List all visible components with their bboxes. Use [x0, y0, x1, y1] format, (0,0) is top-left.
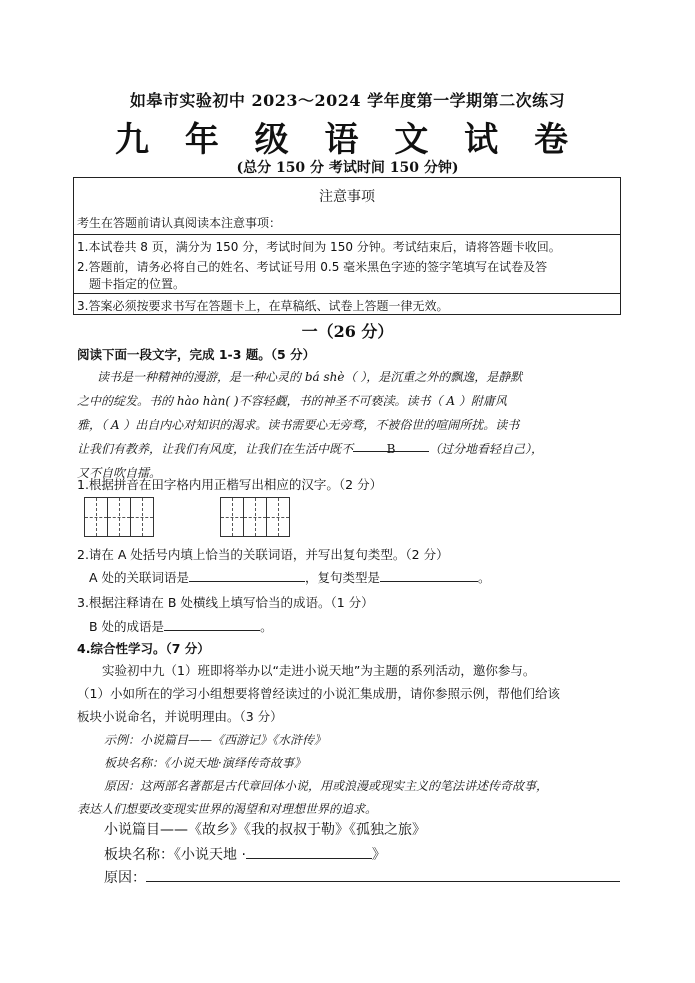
notice-divider — [74, 293, 620, 294]
notice-box — [73, 177, 621, 315]
notice-item-2-cont: 题卡指定的位置。 — [89, 277, 186, 291]
notice-heading: 注意事项 — [319, 189, 375, 205]
q3-end: 。 — [260, 619, 273, 634]
q3-blank-idiom[interactable] — [164, 616, 260, 631]
q2-label-b: ，复句类型是 — [305, 570, 381, 585]
q3-label: B 处的成语是 — [89, 619, 165, 634]
answer-name-end: 》 — [371, 847, 386, 863]
passage-line-4-note: （过分地看轻自己）， — [429, 442, 544, 456]
q4-part1-line2: 板块小说命名，并说明理由。（3 分） — [77, 709, 283, 724]
answer-works: 小说篇目——《故乡》《我的叔叔于勒》《孤独之旅》 — [104, 822, 426, 838]
tianzige-box[interactable] — [84, 497, 108, 537]
question-2-answer — [89, 566, 491, 590]
example-section-name: 板块名称：《小说天地·演绎传奇故事》 — [104, 756, 306, 770]
question-3: 3.根据注释请在 B 处横线上填写恰当的成语。（1 分） — [77, 595, 374, 610]
blank-b[interactable]: B — [353, 437, 429, 452]
question-1: 1.根据拼音在田字格内用正楷写出相应的汉字。（2 分） — [77, 477, 383, 492]
notice-item-1: 1.本试卷共 8 页，满分为 150 分，考试时间为 150 分钟。考试结束后，请将答题卡收回。 — [77, 240, 561, 254]
answer-name-blank[interactable] — [246, 844, 372, 859]
q2-blank-words[interactable] — [189, 567, 305, 582]
q2-end: 。 — [478, 570, 491, 585]
passage-line-5: 又不自吹自擂。 — [77, 466, 162, 480]
q2-label-a: A 处的关联词语是 — [89, 570, 190, 585]
question-4: 4.综合性学习。（7 分） — [77, 641, 210, 656]
notice-item-2: 2.答题前，请务必将自己的姓名、考试证号用 0.5 毫米黑色字迹的签字笔填写在试卷及答 — [77, 260, 548, 274]
q4-part1-line1: （1）小如所在的学习小组想要将曾经读过的小说汇集成册，请你参照示例，帮他们给该 — [77, 686, 560, 701]
example-reason-line2: 表达人们想要改变现实世界的渴望和对理想世界的追求。 — [77, 802, 378, 816]
notice-intro: 考生在答题前请认真阅读本注意事项： — [77, 216, 282, 230]
tianzige-box[interactable] — [266, 497, 290, 537]
notice-divider — [74, 234, 620, 235]
example-reason-line1: 原因：这两部名著都是古代章回体小说，用或浪漫或现实主义的笔法讲述传奇故事， — [104, 779, 549, 793]
tianzige-box[interactable] — [107, 497, 131, 537]
tianzige-box[interactable] — [220, 497, 244, 537]
answer-name-label: 板块名称：《小说天地 · — [104, 847, 246, 863]
answer-reason-label: 原因： — [104, 870, 146, 886]
reading-intro: 阅读下面一段文字，完成 1-3 题。（5 分） — [77, 347, 316, 362]
example-works: 示例：小说篇目——《西游记》《水浒传》 — [104, 733, 327, 747]
notice-item-3: 3.答案必须按要求书写在答题卡上，在草稿纸、试卷上答题一律无效。 — [77, 299, 449, 313]
tianzige-box[interactable] — [243, 497, 267, 537]
question-2: 2.请在 A 处括号内填上恰当的关联词语，并写出复句类型。（2 分） — [77, 547, 449, 562]
section-heading: 一（26 分） — [301, 322, 394, 341]
answer-reason-blank[interactable] — [146, 867, 620, 882]
passage-line-4-text: 让我们有教养，让我们有风度，让我们在生活中既不 — [77, 442, 354, 456]
tianzige-group-2[interactable] — [220, 497, 289, 537]
passage-line-4 — [77, 437, 543, 461]
page-title: 九 年 级 语 文 试 卷 — [114, 120, 581, 160]
score-time-line: (总分 150 分 考试时间 150 分钟) — [236, 160, 459, 176]
answer-section-name — [104, 843, 386, 867]
q4-intro: 实验初中九（1）班即将举办以“走进小说天地”为主题的系列活动，邀你参与。 — [102, 663, 536, 678]
answer-reason — [104, 866, 622, 890]
q2-blank-type[interactable] — [380, 567, 478, 582]
question-3-answer — [89, 615, 273, 639]
tianzige-box[interactable] — [130, 497, 154, 537]
passage-line-2: 之中的绽发。书的 hào hàn( )不容轻觑，书的神圣不可亵渎。读书（ A ）附庸风 — [77, 394, 507, 408]
school-exam-line: 如皋市实验初中 2023～2024 学年度第一学期第二次练习 — [129, 91, 566, 110]
tianzige-group-1[interactable] — [84, 497, 153, 537]
passage-line-1: 读书是一种精神的漫游，是一种心灵的 bá shè（ ），是沉重之外的飘逸，是静默 — [97, 370, 523, 384]
passage-line-3: 雅，（ A ）出自内心对知识的渴求。读书需要心无旁骛，不被俗世的喧闹所扰。读书 — [77, 418, 520, 432]
